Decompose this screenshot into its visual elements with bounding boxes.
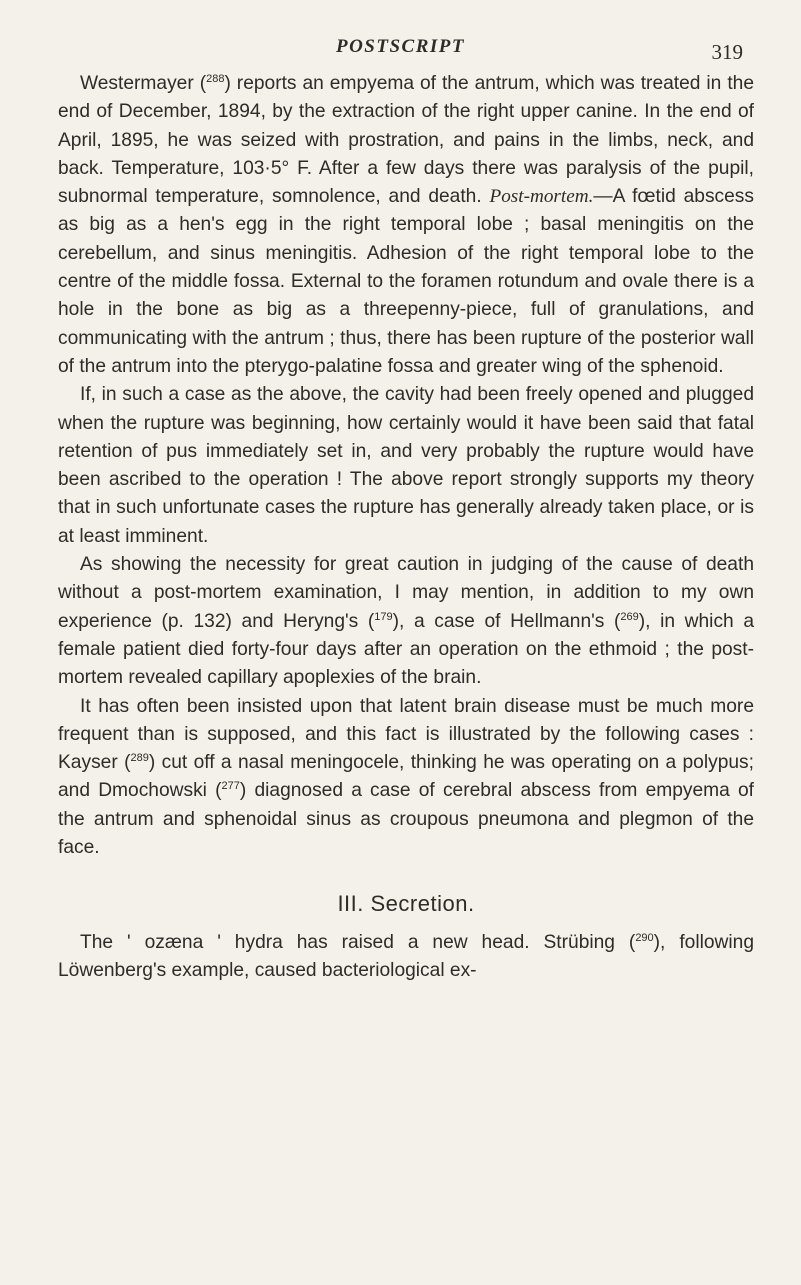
paragraph-text: ) diagnosed a case of cerebral abscess from empyema of the antrum and sphenoidal sinus as croupous pneumona and plegmon of the face. bbox=[58, 780, 754, 859]
paragraph-ozaena bbox=[58, 929, 754, 986]
reference-number: 179 bbox=[374, 610, 393, 623]
paragraph-text: —A fœtid abscess as big as a hen's egg in the right temporal lobe ; basal meningitis on the cerebellum, and sinus meningitis. Adhesion of the right temporal lobe to the centre of the middle fossa. External to the foramen rotundum and ovale there is a hole in the bone as big as a threepenny-piece, full of granulations, and communicating with the antrum ; thus, there has been rupture of the posterior wall of the antrum into the pterygo-palatine fossa and greater wing of the sphenoid. bbox=[58, 186, 754, 377]
paragraph-text: ), following Löwenberg's example, caused bacteriological ex- bbox=[58, 931, 754, 981]
italic-post-mortem: Post-mortem. bbox=[489, 186, 594, 208]
paragraph-text: ) reports an empyema of the antrum, which was treated in the end of December, 1894, by the extraction of the right upper canine. In the end of April, 1895, he was seized with prostration, and pains in the limbs, neck, and back. Temperature, 103·5° F. After a few days there was paralysis of the pupil, subnormal temperature, somnolence, and death. bbox=[58, 73, 754, 208]
reference-number: 269 bbox=[620, 610, 639, 623]
paragraph-text: The ' ozæna ' hydra has raised a new head. Strübing ( bbox=[80, 931, 636, 953]
page-number: 319 bbox=[711, 40, 743, 64]
paragraph-latent-brain-disease bbox=[58, 693, 754, 863]
reference-number: 288 bbox=[206, 73, 225, 85]
reference-number: 277 bbox=[221, 780, 240, 793]
page-header bbox=[0, 36, 801, 66]
running-title: POSTSCRIPT bbox=[335, 36, 466, 57]
paragraph-rupture-theory bbox=[58, 381, 754, 551]
paragraph-text: ), a case of Hellmann's ( bbox=[392, 610, 621, 632]
section-heading: III. Secretion. bbox=[337, 891, 475, 917]
paragraph-text: Westermayer ( bbox=[80, 73, 207, 94]
paragraph-text: If, in such a case as the above, the cavity had been freely opened and plugged when the rupture was beginning, how certainly would it have been said that fatal retention of pus immediately set in, and very probably the rupture would have been ascribed to the operation ! The above report strongly supports my theory that in such unfortunate cases the rupture has generally already taken place, or is at least imminent. bbox=[58, 384, 754, 547]
paragraph-text: It has often been insisted upon that latent brain disease must be much more frequent than is supposed, and this fact is illustrated by the following cases : Kayser ( bbox=[58, 695, 754, 774]
body-text bbox=[58, 70, 754, 985]
paragraph-westermayer-case bbox=[58, 70, 754, 381]
paragraph-text: ), in which a female patient died forty-four days after an operation on the ethmoid ; the post-mortem revealed capillary apoplexies of the brain. bbox=[58, 610, 754, 689]
paragraph-text: As showing the necessity for great caution in judging of the cause of death without a post-mortem examination, I may mention, in addition to my own experience (p. 132) and Heryng's ( bbox=[58, 554, 754, 632]
paragraph-text: ) cut off a nasal meningocele, thinking he was operating on a polypus; and Dmochowski ( bbox=[58, 752, 754, 802]
reference-number: 290 bbox=[635, 931, 654, 944]
reference-number: 289 bbox=[130, 752, 149, 765]
paragraph-caution bbox=[58, 551, 754, 692]
